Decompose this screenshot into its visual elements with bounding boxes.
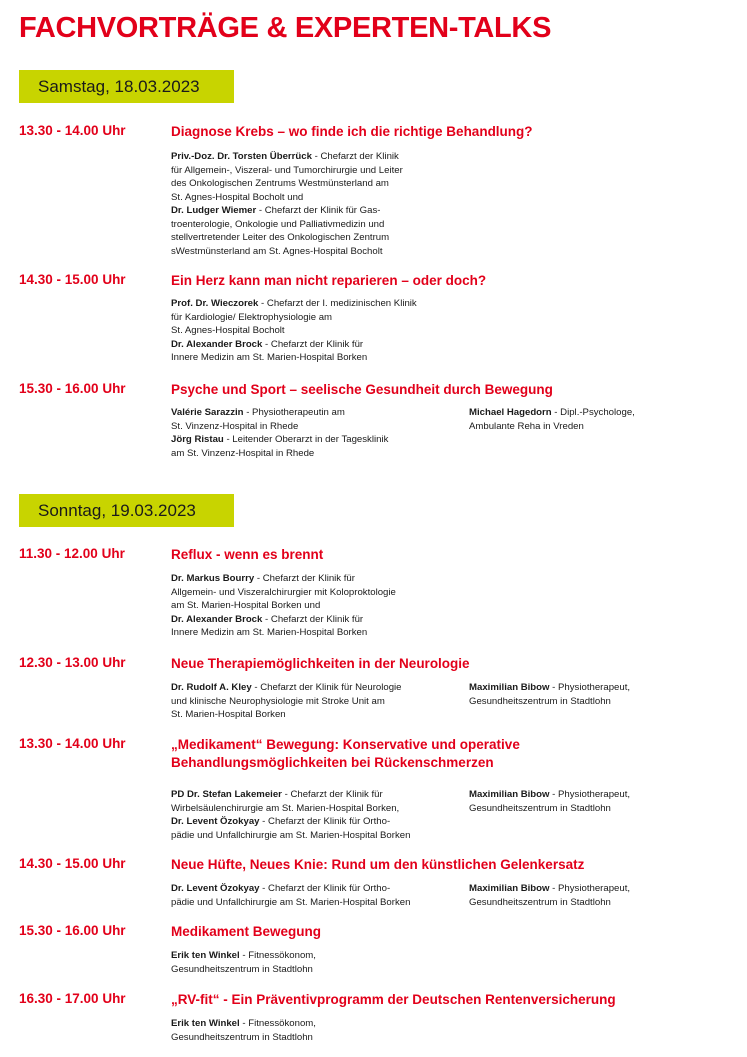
speaker-list <box>171 882 471 909</box>
session-time: 11.30 - 12.00 Uhr <box>19 546 125 561</box>
speaker-list <box>171 572 471 640</box>
speaker <box>171 815 471 842</box>
day-badge-sunday: Sonntag, 19.03.2023 <box>19 494 234 527</box>
speaker-description: - Chefarzt der I. medizinischen Klinik für Kardiologie/ Elektrophysiologie am St. Agnes-Hospital Bocholt <box>171 298 417 336</box>
speaker <box>171 882 471 909</box>
speaker-name: Dr. Markus Bourry <box>171 573 255 584</box>
speaker-description: - Chefarzt der Klinik für Innere Medizin am St. Marien-Hospital Borken <box>171 613 368 638</box>
session-title: Ein Herz kann man nicht reparieren – oder doch? <box>171 273 487 288</box>
session-time: 14.30 - 15.00 Uhr <box>19 272 126 287</box>
session-title: Neue Therapiemöglichkeiten in der Neurologie <box>171 656 470 671</box>
speaker <box>469 882 729 909</box>
speaker-name: Dr. Rudolf A. Kley <box>171 682 252 693</box>
speaker-list <box>171 406 471 460</box>
speaker-list <box>171 788 471 842</box>
speaker-list-secondary <box>469 788 729 815</box>
speaker-name: Erik ten Winkel <box>171 1018 240 1029</box>
speaker <box>469 681 729 708</box>
session-title: Neue Hüfte, Neues Knie: Rund um den künstlichen Gelenkersatz <box>171 857 585 872</box>
session-title: Psyche und Sport – seelische Gesundheit durch Bewegung <box>171 382 553 397</box>
session-time: 13.30 - 14.00 Uhr <box>19 123 126 138</box>
speaker-name: Dr. Alexander Brock <box>171 613 263 625</box>
speaker-description: - Leitender Oberarzt in der Tagesklinik am St. Vinzenz-Hospital in Rhede <box>171 434 389 459</box>
speaker-description: - Chefarzt der Klinik für Ortho- pädie und Unfallchirurgie am St. Marien-Hospital Borken <box>171 816 411 841</box>
speaker <box>171 572 471 613</box>
speaker <box>469 406 729 433</box>
speaker-list <box>171 681 471 722</box>
speaker-list <box>171 150 471 258</box>
session-time: 12.30 - 13.00 Uhr <box>19 655 126 670</box>
page-title: FACHVORTRÄGE & EXPERTEN-TALKS <box>19 12 552 44</box>
speaker <box>171 949 471 976</box>
session-time: 15.30 - 16.00 Uhr <box>19 381 126 396</box>
speaker-name: Maximilian Bibow <box>469 682 550 693</box>
speaker-description: - Fitnessökonom, Gesundheitszentrum in Stadtlohn <box>171 950 316 975</box>
session-title: „RV-fit“ - Ein Präventivprogramm der Deutschen Rentenversicherung <box>171 992 616 1007</box>
session-title: Reflux - wenn es brennt <box>171 547 324 562</box>
speaker <box>171 613 471 640</box>
speaker-name: Valérie Sarazzin <box>171 407 244 418</box>
session-time: 15.30 - 16.00 Uhr <box>19 923 126 938</box>
speaker-list <box>171 297 471 365</box>
speaker-list-secondary <box>469 882 729 909</box>
speaker-name: Dr. Levent Özokyay <box>171 816 260 827</box>
session-title: Medikament Bewegung <box>171 924 322 939</box>
session-time: 13.30 - 14.00 Uhr <box>19 736 126 751</box>
speaker-list-secondary <box>469 406 729 433</box>
speaker-description: - Dipl.-Psychologe, Ambulante Reha in Vreden <box>469 407 635 432</box>
speaker <box>469 788 729 815</box>
speaker-description: - Chefarzt der Klinik für Innere Medizin am St. Marien-Hospital Borken <box>171 338 368 363</box>
speaker <box>171 297 471 338</box>
speaker-name: Dr. Ludger Wiemer <box>171 205 257 216</box>
speaker <box>171 788 471 815</box>
speaker-name: Michael Hagedorn <box>469 407 552 418</box>
speaker <box>171 406 471 433</box>
speaker-description: - Chefarzt der Klinik für Neurologie und klinische Neurophysiologie mit Stroke Unit am St. Marien-Hospital Borken <box>171 682 402 720</box>
session-title: „Medikament“ Bewegung: Konservative und operative Behandlungsmöglichkeiten bei Rückenschmerzen <box>171 737 520 770</box>
speaker-description: - Chefarzt der Klinik für Gas- troenterologie, Onkologie und Palliativmedizin und stellvertretender Leiter des Onkologischen Zentrum sWestmünsterland am St. Agnes-Hospital Bocholt <box>171 205 390 257</box>
speaker-description: - Chefarzt der Klinik für Wirbelsäulenchirurgie am St. Marien-Hospital Borken, <box>171 789 400 814</box>
session-time: 16.30 - 17.00 Uhr <box>19 991 126 1006</box>
session-time: 14.30 - 15.00 Uhr <box>19 856 126 871</box>
speaker <box>171 1017 471 1044</box>
speaker-name: Jörg Ristau <box>171 434 224 445</box>
speaker-description: - Chefarzt der Klinik für Allgemein-, Viszeral- und Tumorchirurgie und Leiter des Onkologischen Zentrums Westmünsterland am St. Agnes-Hospital Bocholt und <box>171 151 403 203</box>
speaker-description: - Physiotherapeutin am St. Vinzenz-Hospital in Rhede <box>171 407 345 432</box>
speaker <box>171 150 471 204</box>
speaker <box>171 204 471 258</box>
speaker <box>171 681 471 722</box>
speaker-name: Maximilian Bibow <box>469 883 550 894</box>
speaker-list <box>171 949 471 976</box>
speaker-description: - Chefarzt der Klinik für Ortho- pädie und Unfallchirurgie am St. Marien-Hospital Borken <box>171 883 411 908</box>
day-badge-saturday: Samstag, 18.03.2023 <box>19 70 234 103</box>
speaker-description: - Physiotherapeut, Gesundheitszentrum in Stadtlohn <box>469 789 631 814</box>
speaker-name: PD Dr. Stefan Lakemeier <box>171 789 282 800</box>
speaker-description: - Chefarzt der Klinik für Allgemein- und Viszeralchirurgier mit Koloproktologie am St. Marien-Hospital Borken und <box>171 573 396 611</box>
speaker-list-secondary <box>469 681 729 708</box>
speaker-description: - Fitnessökonom, Gesundheitszentrum in Stadtlohn <box>171 1018 316 1043</box>
speaker-description: - Physiotherapeut, Gesundheitszentrum in Stadtlohn <box>469 883 631 908</box>
speaker-name: Prof. Dr. Wieczorek <box>171 298 259 309</box>
speaker-name: Maximilian Bibow <box>469 789 550 800</box>
speaker-description: - Physiotherapeut, Gesundheitszentrum in Stadtlohn <box>469 682 631 707</box>
speaker-name: Dr. Alexander Brock <box>171 338 263 350</box>
speaker <box>171 433 471 460</box>
speaker <box>171 338 471 365</box>
speaker-name: Erik ten Winkel <box>171 950 240 961</box>
speaker-name: Priv.-Doz. Dr. Torsten Überrück <box>171 151 312 162</box>
session-title: Diagnose Krebs – wo finde ich die richtige Behandlung? <box>171 124 533 139</box>
speaker-name: Dr. Levent Özokyay <box>171 883 260 894</box>
speaker-list <box>171 1017 471 1044</box>
